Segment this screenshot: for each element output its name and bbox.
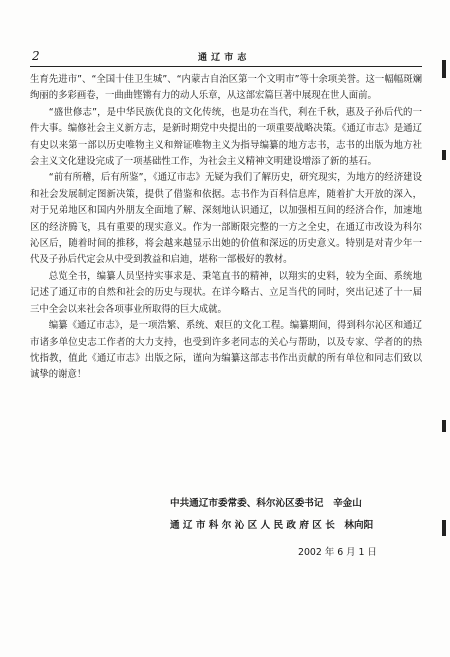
paragraph: “前有所稽，后有所鉴”，《通辽市志》无疑为我们了解历史，研究现实，为地方的经济建设和社会发展制定图新决策，提供了借鉴和依据。志书作为百科信息库，随着扩大开放的深入，对于兄弟地区和国内外朋友全面地了解、深刻地认识通辽，以加强相互间的经济合作，加速地区的经济腾飞，具有重要的现实意义。作为一部断限完整的一方之全史，在通辽市改设为科尔沁区后，随着时间的推移，将会越来越显示出她的价值和深远的历史意义。特别是对青少年一代及子孙后代定会从中受到教益和启迪，堪称一部极好的教材。 [30, 172, 422, 266]
running-title: 通 辽 市 志 [198, 53, 247, 63]
signature-line-1: 中共通辽市委常委、科尔沁区委书记 辛金山 [170, 498, 362, 509]
page-number: 2 [32, 49, 40, 63]
paragraph: 编纂《通辽市志》，是一项浩繁、系统、艰巨的文化工程。编纂期间，得到科尔沁区和通辽市诸多单位史志工作者的大力支持，也受到许多老同志的关心与帮助，以及专家、学者的的热忱指教，值此《通辽市志》出版之际，谨向为编纂这部志书作出贡献的所有单位和同志们致以诚挚的谢意！ [30, 320, 422, 381]
paragraph: “盛世修志”，是中华民族优良的文化传统，也是功在当代，利在千秋，惠及子孙后代的一件大事。编修社会主义新方志，是新时期党中央提出的一项重要战略决策。《通辽市志》是通辽有史以来第一部以历史唯物主义和辩证唯物主义为指导编纂的地方志书，志书的出版为地方社会主义文化建设完成了一项基础性工作，为社会主义精神文明建设增添了新的基石。 [30, 106, 422, 168]
scan-edge-mark [442, 520, 446, 536]
paragraph: 生育先进市”、“全国十佳卫生城”、“内蒙古自治区第一个文明市”等十余项美誉。这一幅幅斑斓绚丽的多彩画卷，一曲曲铿锵有力的动人乐章，从这部宏篇巨著中展现在世人面前。 [30, 74, 422, 102]
paragraph: 总览全书，编纂人员坚持实事求是、秉笔直书的精神，以翔实的史料，较为全面、系统地记述了通辽市的自然和社会的历史与现状。在详今略古、立足当代的同时，突出记述了十一届三中全会以来社会各项事业所取得的巨大成就。 [30, 270, 422, 315]
body-text [30, 72, 422, 384]
scan-edge-mark [442, 150, 446, 160]
signature-line-2: 通 辽 市 科 尔 沁 区 人 民 政 府 区 长 林向阳 [170, 520, 374, 531]
scan-edge-mark [442, 420, 446, 432]
header-rule [30, 66, 422, 67]
page-header [30, 49, 422, 65]
scan-edge-mark [442, 60, 446, 78]
date-line: 2002 年 6 月 1 日 [298, 547, 377, 558]
